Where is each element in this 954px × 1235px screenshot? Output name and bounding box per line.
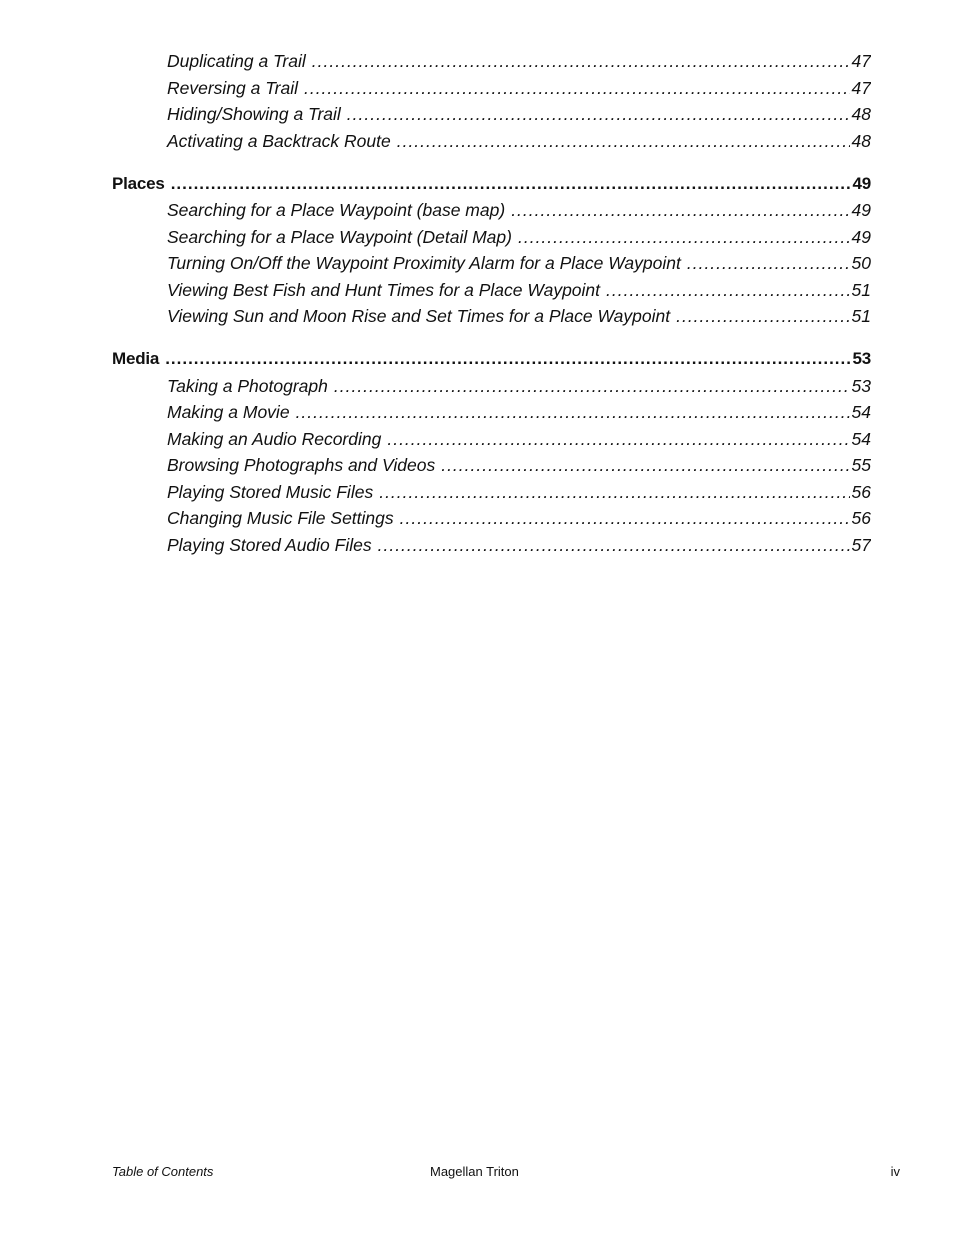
toc-entry[interactable] <box>112 48 871 75</box>
toc-entry-title: Duplicating a Trail <box>167 51 306 71</box>
dot-leader <box>334 373 850 400</box>
toc-entry-page: 51 <box>851 279 871 300</box>
footer-page-number: iv <box>890 1164 900 1179</box>
toc-entry-title: Browsing Photographs and Videos <box>167 455 436 475</box>
toc-entry-title: Playing Stored Audio Files <box>167 534 372 555</box>
toc-entry-page: 47 <box>851 51 871 71</box>
dot-leader <box>378 532 850 559</box>
toc-entry-page: 55 <box>851 455 871 475</box>
dot-leader <box>441 452 849 479</box>
toc-entry[interactable] <box>112 373 871 400</box>
dot-leader <box>400 505 850 532</box>
toc-entry-page: 54 <box>851 402 871 422</box>
toc-chapter-page: 53 <box>852 349 871 368</box>
page-footer <box>112 1163 900 1181</box>
toc-entry[interactable] <box>112 128 871 155</box>
toc-entry-page: 51 <box>851 306 871 326</box>
toc-entry-title: Turning On/Off the Waypoint Proximity Alarm for a Place Waypoint <box>167 253 681 273</box>
toc-entry[interactable] <box>112 452 871 479</box>
dot-leader <box>518 224 850 251</box>
dot-leader <box>296 399 850 426</box>
toc-entry-page: 48 <box>851 130 871 151</box>
dot-leader <box>304 75 850 102</box>
dot-leader <box>171 171 851 198</box>
toc-chapter-title: Media <box>112 349 160 368</box>
toc-chapter-page: 49 <box>852 173 871 193</box>
footer-document-title: Magellan Triton <box>430 1164 519 1179</box>
toc-entry-page: 56 <box>851 481 871 502</box>
toc-entry-title: Making an Audio Recording <box>167 428 382 449</box>
toc-chapter-title: Places <box>112 173 165 193</box>
toc-entry[interactable] <box>112 399 871 426</box>
toc-entry[interactable] <box>112 224 871 251</box>
toc-chapter-places[interactable] <box>112 171 871 198</box>
toc-entry-title: Playing Stored Music Files <box>167 481 374 502</box>
toc-entry-title: Viewing Sun and Moon Rise and Set Times for a Place Waypoint <box>167 306 671 326</box>
toc-entry[interactable] <box>112 250 871 277</box>
toc-entry-title: Reversing a Trail <box>167 77 298 98</box>
toc-entry-page: 57 <box>851 534 871 555</box>
dot-leader <box>379 479 849 506</box>
toc-entry[interactable] <box>112 505 871 532</box>
toc-entry-title: Searching for a Place Waypoint (base map) <box>167 200 506 220</box>
toc-entry[interactable] <box>112 101 871 128</box>
toc-entry-title: Viewing Best Fish and Hunt Times for a Place Waypoint <box>167 279 601 300</box>
toc-entry-page: 50 <box>851 253 871 273</box>
toc-entry-page: 49 <box>851 226 871 247</box>
toc-entry-page: 54 <box>851 428 871 449</box>
toc-entry[interactable] <box>112 197 871 224</box>
dot-leader <box>687 250 850 277</box>
table-of-contents <box>112 48 871 558</box>
footer-section-title: Table of Contents <box>112 1164 214 1179</box>
dot-leader <box>676 303 849 330</box>
toc-entry-page: 56 <box>851 508 871 528</box>
dot-leader <box>511 197 849 224</box>
dot-leader <box>387 426 849 453</box>
toc-entry-title: Searching for a Place Waypoint (Detail Map) <box>167 226 512 247</box>
toc-chapter-media[interactable] <box>112 346 871 373</box>
toc-entry-title: Changing Music File Settings <box>167 508 394 528</box>
dot-leader <box>165 346 850 373</box>
toc-entry-title: Hiding/Showing a Trail <box>167 104 341 124</box>
toc-entry-title: Making a Movie <box>167 402 290 422</box>
toc-entry[interactable] <box>112 532 871 559</box>
toc-entry[interactable] <box>112 75 871 102</box>
dot-leader <box>397 128 850 155</box>
toc-entry-page: 48 <box>851 104 871 124</box>
toc-entry-title: Activating a Backtrack Route <box>167 130 391 151</box>
toc-entry-page: 49 <box>851 200 871 220</box>
toc-entry[interactable] <box>112 426 871 453</box>
dot-leader <box>606 277 850 304</box>
toc-entry[interactable] <box>112 479 871 506</box>
toc-entry[interactable] <box>112 303 871 330</box>
dot-leader <box>312 48 850 75</box>
toc-entry-page: 47 <box>851 77 871 98</box>
toc-entry[interactable] <box>112 277 871 304</box>
dot-leader <box>347 101 850 128</box>
toc-entry-title: Taking a Photograph <box>167 375 328 396</box>
toc-entry-page: 53 <box>851 375 871 396</box>
